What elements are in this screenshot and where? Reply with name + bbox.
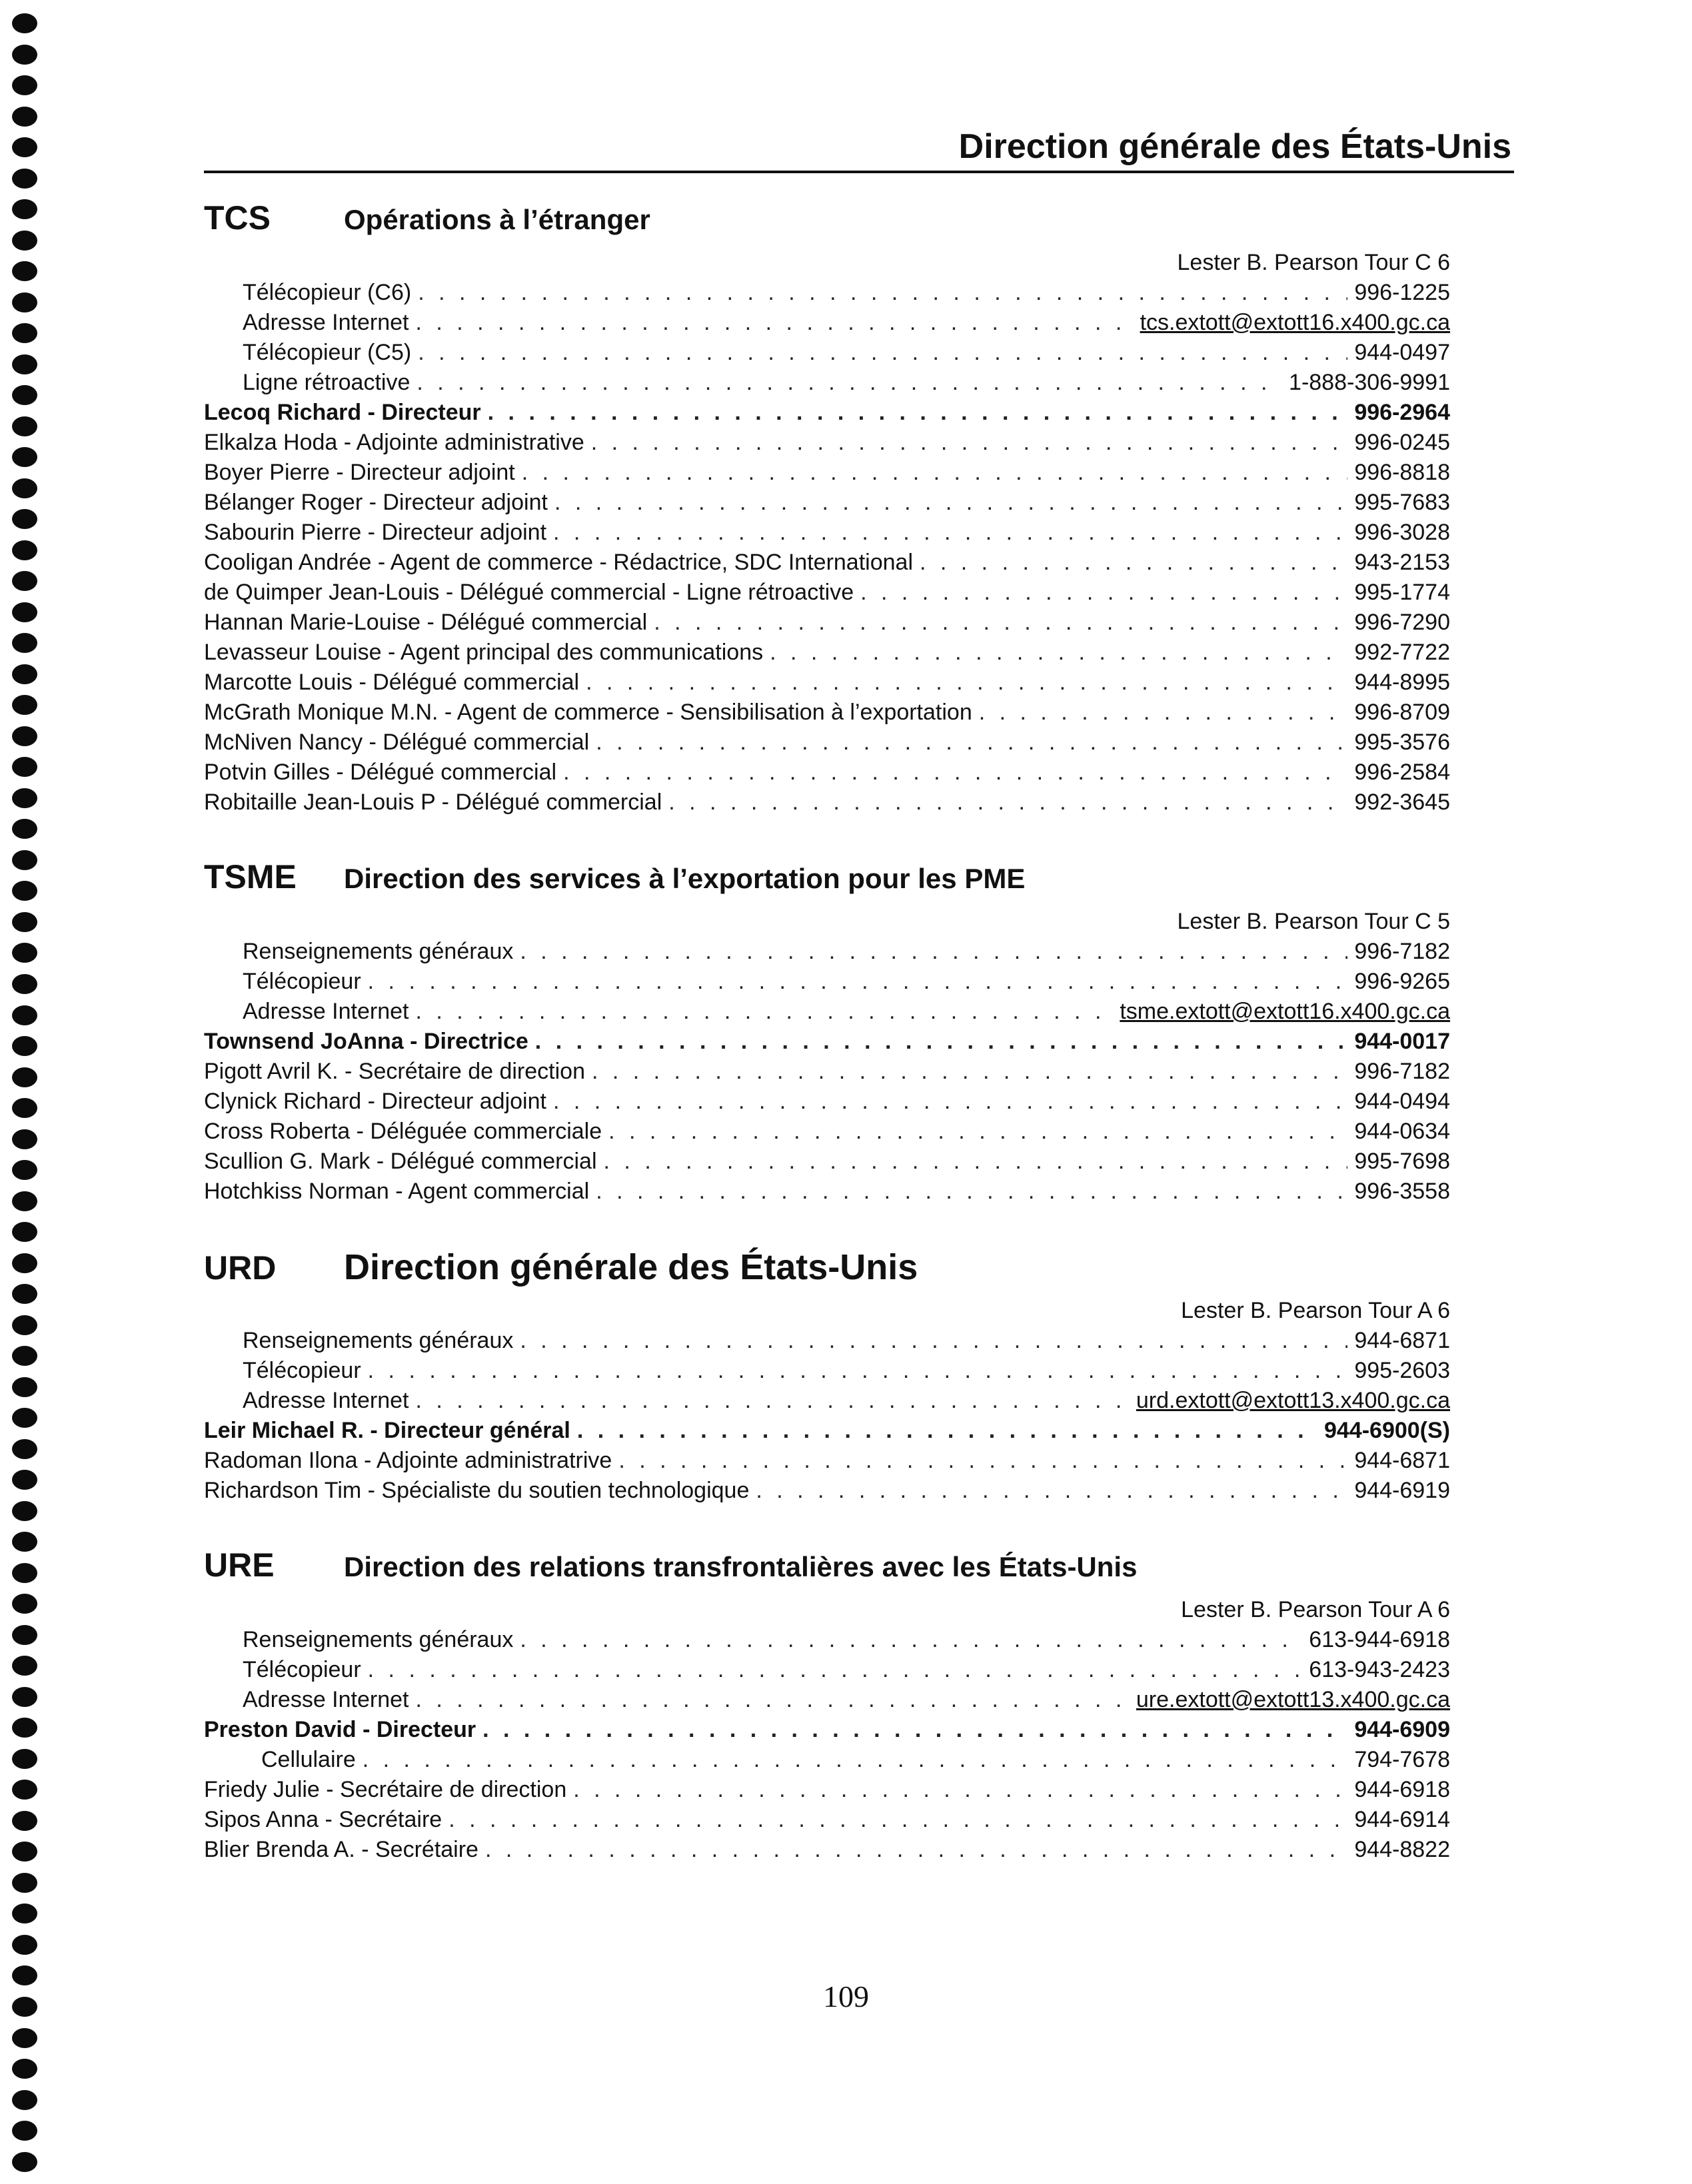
directory-entry: [204, 1476, 1450, 1506]
entry-name: Scullion G. Mark - Délégué commercial: [204, 1149, 597, 1174]
binder-hole: [12, 974, 37, 994]
entry-phone: 996-7182: [1354, 1059, 1450, 1084]
directory-entry: [204, 728, 1450, 758]
directory: [204, 199, 1450, 1905]
binder-hole: [12, 1532, 37, 1552]
binder-hole: [12, 261, 37, 281]
binder-hole: [12, 1129, 37, 1149]
directory-entry: [204, 1715, 1450, 1745]
binder-holes: [12, 13, 43, 2172]
entry-name: Renseignements généraux: [243, 939, 514, 964]
entry-name: Pigott Avril K. - Secrétaire de direction: [204, 1059, 585, 1084]
section-code: URD: [204, 1249, 277, 1287]
entry-name: Sipos Anna - Secrétaire: [204, 1807, 442, 1832]
section-code: TSME: [204, 858, 297, 895]
entry-phone: 1-888-306-9991: [1289, 370, 1450, 395]
entry-name: Bélanger Roger - Directeur adjoint: [204, 490, 548, 515]
entry-name: Cross Roberta - Déléguée commerciale: [204, 1119, 602, 1144]
binder-hole: [12, 664, 37, 684]
section-title: Direction des relations transfrontalières avec les États-Unis: [344, 1551, 1138, 1582]
entry-phone: 996-3028: [1354, 520, 1450, 545]
dot-leader: [596, 1177, 1347, 1207]
section-ure: [204, 1546, 1450, 1865]
dot-leader: [563, 758, 1347, 788]
directory-entry: [204, 1745, 1450, 1775]
binder-hole: [12, 1253, 37, 1273]
binder-hole: [12, 1005, 37, 1025]
entry-phone: 996-3558: [1354, 1179, 1450, 1204]
binder-hole: [12, 1315, 37, 1335]
dot-leader: [417, 368, 1282, 398]
binder-hole: [12, 1098, 37, 1118]
entry-phone: 996-7182: [1354, 939, 1450, 964]
entry-name: Elkalza Hoda - Adjointe administrative: [204, 430, 584, 455]
binder-hole: [12, 1780, 37, 1800]
directory-entry: [204, 278, 1450, 308]
dot-leader: [596, 728, 1347, 758]
directory-entry: [204, 1356, 1450, 1386]
dot-leader: [586, 668, 1347, 698]
entry-name: Télécopieur: [243, 969, 361, 994]
binder-hole: [12, 292, 37, 312]
dot-leader: [415, 997, 1113, 1027]
entry-phone: 944-6914: [1354, 1807, 1450, 1832]
binder-hole: [12, 2059, 37, 2079]
entry-name: Boyer Pierre - Directeur adjoint: [204, 460, 515, 485]
binder-hole: [12, 1067, 37, 1087]
binder-hole: [12, 2121, 37, 2141]
dot-leader: [520, 937, 1347, 967]
directory-entry: [204, 1685, 1450, 1715]
entry-phone: 944-0634: [1354, 1119, 1450, 1144]
entry-name: Friedy Julie - Secrétaire de direction: [204, 1777, 567, 1802]
binder-hole: [12, 13, 37, 33]
dot-leader: [522, 458, 1348, 488]
binder-hole: [12, 1718, 37, 1738]
entry-name: Hannan Marie-Louise - Délégué commercial: [204, 610, 648, 635]
binder-hole: [12, 881, 37, 901]
entry-phone: 995-7683: [1354, 490, 1450, 515]
binder-hole: [12, 199, 37, 219]
entry-phone: 944-6871: [1354, 1448, 1450, 1473]
entry-phone: 943-2153: [1354, 550, 1450, 575]
section-tsme: [204, 857, 1450, 1207]
entry-name: Hotchkiss Norman - Agent commercial: [204, 1179, 590, 1204]
header-title: Direction générale des États-Unis: [958, 127, 1511, 166]
entry-name: Lecoq Richard - Directeur: [204, 400, 481, 425]
binder-hole: [12, 1501, 37, 1521]
dot-leader: [860, 578, 1347, 608]
directory-entry: [204, 458, 1450, 488]
dot-leader: [415, 1685, 1129, 1715]
dot-leader: [553, 518, 1347, 548]
entry-phone: 992-3645: [1354, 790, 1450, 815]
entry-name: Télécopieur (C6): [243, 280, 412, 305]
directory-entry: [204, 668, 1450, 698]
binder-hole: [12, 726, 37, 746]
entry-phone: 995-3576: [1354, 730, 1450, 755]
dot-leader: [368, 1655, 1303, 1685]
directory-entry: [204, 1835, 1450, 1865]
binder-hole: [12, 1346, 37, 1366]
binder-hole: [12, 788, 37, 808]
directory-entry: [204, 1027, 1450, 1057]
directory-entry: [204, 308, 1450, 338]
directory-entry: [204, 338, 1450, 368]
section-heading: [204, 857, 1450, 907]
entry-phone: 944-0017: [1354, 1029, 1450, 1054]
binder-hole: [12, 447, 37, 467]
section-code: URE: [204, 1546, 275, 1584]
entry-name: Marcotte Louis - Délégué commercial: [204, 670, 580, 695]
binder-hole: [12, 509, 37, 529]
entry-phone: 992-7722: [1354, 640, 1450, 665]
entry-phone: 996-1225: [1354, 280, 1450, 305]
binder-hole: [12, 1687, 37, 1707]
page-header: [204, 127, 1514, 173]
binder-hole: [12, 231, 37, 251]
dot-leader: [535, 1027, 1348, 1057]
binder-hole: [12, 1656, 37, 1676]
entry-name: de Quimper Jean-Louis - Délégué commercial - Ligne rétroactive: [204, 580, 854, 605]
dot-leader: [485, 1835, 1347, 1865]
dot-leader: [520, 1326, 1347, 1356]
dot-leader: [592, 1057, 1347, 1087]
entry-name: Télécopieur (C5): [243, 340, 412, 365]
entry-name: Adresse Internet: [243, 310, 409, 335]
entry-name: Adresse Internet: [243, 1388, 409, 1413]
binder-hole: [12, 1811, 37, 1831]
directory-entry: [204, 1655, 1450, 1685]
entry-name: Clynick Richard - Directeur adjoint: [204, 1089, 546, 1114]
directory-entry: [204, 997, 1450, 1027]
directory-entry: [204, 937, 1450, 967]
entry-phone: 996-0245: [1354, 430, 1450, 455]
binder-hole: [12, 323, 37, 343]
binder-hole: [12, 850, 37, 870]
entry-phone: 944-0494: [1354, 1089, 1450, 1114]
entry-name: Télécopieur: [243, 1657, 361, 1682]
directory-entry: [204, 608, 1450, 638]
entry-name: Richardson Tim - Spécialiste du soutien technologique: [204, 1478, 750, 1503]
entry-name: Blier Brenda A. - Secrétaire: [204, 1837, 478, 1862]
dot-leader: [418, 338, 1347, 368]
entry-phone: 944-8995: [1354, 670, 1450, 695]
directory-entry: [204, 638, 1450, 668]
entry-name: Renseignements généraux: [243, 1328, 514, 1353]
dot-leader: [668, 788, 1347, 818]
entry-phone: 996-2584: [1354, 760, 1450, 785]
entry-name: Levasseur Louise - Agent principal des communications: [204, 640, 764, 665]
entry-name: Leir Michael R. - Directeur général: [204, 1418, 570, 1443]
email-link[interactable]: ure.extott@extott13.x400.gc.ca: [1136, 1687, 1450, 1712]
binder-hole: [12, 1377, 37, 1397]
dot-leader: [554, 488, 1347, 518]
directory-entry: [204, 788, 1450, 818]
entry-phone: 995-1774: [1354, 580, 1450, 605]
dot-leader: [573, 1775, 1347, 1805]
binder-hole: [12, 1625, 37, 1645]
dot-leader: [608, 1117, 1347, 1147]
entry-phone: 613-943-2423: [1309, 1657, 1450, 1682]
directory-entry: [204, 1177, 1450, 1207]
section-location: Lester B. Pearson Tour A 6: [1181, 1597, 1450, 1622]
dot-leader: [520, 1625, 1302, 1655]
directory-entry: [204, 1057, 1450, 1087]
directory-entry: [204, 1326, 1450, 1356]
entry-name: Renseignements généraux: [243, 1627, 514, 1652]
binder-hole: [12, 1594, 37, 1614]
entry-phone: 944-6919: [1354, 1478, 1450, 1503]
directory-entry: [204, 967, 1450, 997]
entry-phone: 944-6909: [1354, 1717, 1450, 1742]
section-urd: [204, 1247, 1450, 1506]
binder-hole: [12, 912, 37, 932]
entry-phone: 996-8818: [1354, 460, 1450, 485]
dot-leader: [591, 428, 1348, 458]
section-heading: [204, 1247, 1450, 1296]
entry-phone: 613-944-6918: [1309, 1627, 1450, 1652]
directory-entry: [204, 1147, 1450, 1177]
binder-hole: [12, 1749, 37, 1769]
entry-name: Adresse Internet: [243, 1687, 409, 1712]
dot-leader: [604, 1147, 1348, 1177]
entry-name: Townsend JoAnna - Directrice: [204, 1029, 528, 1054]
binder-hole: [12, 2152, 37, 2172]
binder-hole: [12, 1036, 37, 1056]
binder-hole: [12, 819, 37, 839]
section-location: Lester B. Pearson Tour A 6: [1181, 1298, 1450, 1323]
binder-hole: [12, 385, 37, 405]
binder-hole: [12, 602, 37, 622]
directory-entry: [204, 1117, 1450, 1147]
directory-entry: [204, 428, 1450, 458]
dot-leader: [415, 308, 1133, 338]
binder-hole: [12, 695, 37, 715]
entry-name: Télécopieur: [243, 1358, 361, 1383]
binder-hole: [12, 1160, 37, 1180]
binder-hole: [12, 943, 37, 963]
binder-hole: [12, 75, 37, 95]
dot-leader: [756, 1476, 1347, 1506]
entry-phone: 944-8822: [1354, 1837, 1450, 1862]
binder-hole: [12, 45, 37, 65]
binder-hole: [12, 416, 37, 436]
dot-leader: [368, 1356, 1348, 1386]
entry-phone: 794-7678: [1354, 1747, 1450, 1772]
dot-leader: [448, 1805, 1347, 1835]
entry-name: McNiven Nancy - Délégué commercial: [204, 730, 590, 755]
directory-entry: [204, 1386, 1450, 1416]
dot-leader: [418, 278, 1347, 308]
binder-hole: [12, 1873, 37, 1893]
entry-name: Preston David - Directeur: [204, 1717, 476, 1742]
section-location: Lester B. Pearson Tour C 5: [1177, 909, 1450, 934]
entry-name: Adresse Internet: [243, 999, 409, 1024]
binder-hole: [12, 1904, 37, 1923]
binder-hole: [12, 478, 37, 498]
directory-entry: [204, 1416, 1450, 1446]
directory-entry: [204, 368, 1450, 398]
email-link[interactable]: urd.extott@extott13.x400.gc.ca: [1136, 1388, 1450, 1413]
entry-phone: 944-6918: [1354, 1777, 1450, 1802]
dot-leader: [618, 1446, 1347, 1476]
binder-hole: [12, 1470, 37, 1490]
binder-hole: [12, 137, 37, 157]
dot-leader: [553, 1087, 1347, 1117]
dot-leader: [363, 1745, 1348, 1775]
entry-name: McGrath Monique M.N. - Agent de commerce - Sensibilisation à l’exportation: [204, 700, 972, 725]
entry-name: Robitaille Jean-Louis P - Délégué commercial: [204, 790, 662, 815]
binder-hole: [12, 107, 37, 127]
entry-phone: 996-2964: [1354, 400, 1450, 425]
entry-name: Ligne rétroactive: [243, 370, 411, 395]
entry-phone: 944-6871: [1354, 1328, 1450, 1353]
directory-entry: [204, 1805, 1450, 1835]
email-link[interactable]: tcs.extott@extott16.x400.gc.ca: [1140, 310, 1450, 335]
dot-leader: [415, 1386, 1129, 1416]
dot-leader: [368, 967, 1348, 997]
directory-entry: [204, 1087, 1450, 1117]
section-title: Direction des services à l’exportation pour les PME: [344, 863, 1026, 894]
binder-hole: [12, 757, 37, 777]
binder-hole: [12, 1408, 37, 1428]
directory-entry: [204, 1625, 1450, 1655]
section-location: Lester B. Pearson Tour C 6: [1177, 250, 1450, 275]
directory-entry: [204, 1775, 1450, 1805]
entry-name: Potvin Gilles - Délégué commercial: [204, 760, 557, 785]
dot-leader: [920, 548, 1347, 578]
binder-hole: [12, 2090, 37, 2110]
section-title: Opérations à l’étranger: [344, 204, 650, 235]
entry-name: Radoman Ilona - Adjointe administratrive: [204, 1448, 612, 1473]
binder-hole: [12, 1563, 37, 1583]
binder-hole: [12, 169, 37, 189]
entry-phone: 996-9265: [1354, 969, 1450, 994]
directory-entry: [204, 518, 1450, 548]
page-number: 109: [823, 1979, 869, 2013]
directory-entry: [204, 578, 1450, 608]
binder-hole: [12, 354, 37, 374]
binder-hole: [12, 633, 37, 653]
section-tcs: [204, 199, 1450, 818]
dot-leader: [577, 1416, 1317, 1446]
binder-hole: [12, 540, 37, 560]
dot-leader: [482, 1715, 1347, 1745]
entry-phone: 944-6900(S): [1323, 1418, 1450, 1443]
dot-leader: [770, 638, 1347, 668]
section-code: TCS: [204, 199, 271, 237]
entry-phone: 995-7698: [1354, 1149, 1450, 1174]
binder-hole: [12, 1284, 37, 1304]
section-title: Direction générale des États-Unis: [344, 1247, 918, 1287]
email-link[interactable]: tsme.extott@extott16.x400.gc.ca: [1120, 999, 1450, 1024]
dot-leader: [488, 398, 1348, 428]
entry-phone: 996-8709: [1354, 700, 1450, 725]
binder-hole: [12, 1191, 37, 1211]
binder-hole: [12, 1222, 37, 1242]
entry-phone: 944-0497: [1354, 340, 1450, 365]
dot-leader: [654, 608, 1347, 638]
dot-leader: [979, 698, 1348, 728]
directory-entry: [204, 548, 1450, 578]
section-heading: [204, 199, 1450, 248]
directory-entry: [204, 398, 1450, 428]
binder-hole: [12, 2028, 37, 2048]
section-heading: [204, 1546, 1450, 1595]
binder-hole: [12, 1842, 37, 1862]
directory-entry: [204, 698, 1450, 728]
directory-entry: [204, 1446, 1450, 1476]
entry-phone: 995-2603: [1354, 1358, 1450, 1383]
entry-name: Cellulaire: [261, 1747, 356, 1772]
entry-name: Sabourin Pierre - Directeur adjoint: [204, 520, 547, 545]
binder-hole: [12, 1439, 37, 1459]
entry-phone: 996-7290: [1354, 610, 1450, 635]
directory-entry: [204, 488, 1450, 518]
binder-hole: [12, 1935, 37, 1955]
entry-name: Cooligan Andrée - Agent de commerce - Rédactrice, SDC International: [204, 550, 913, 575]
directory-entry: [204, 758, 1450, 788]
binder-hole: [12, 571, 37, 591]
